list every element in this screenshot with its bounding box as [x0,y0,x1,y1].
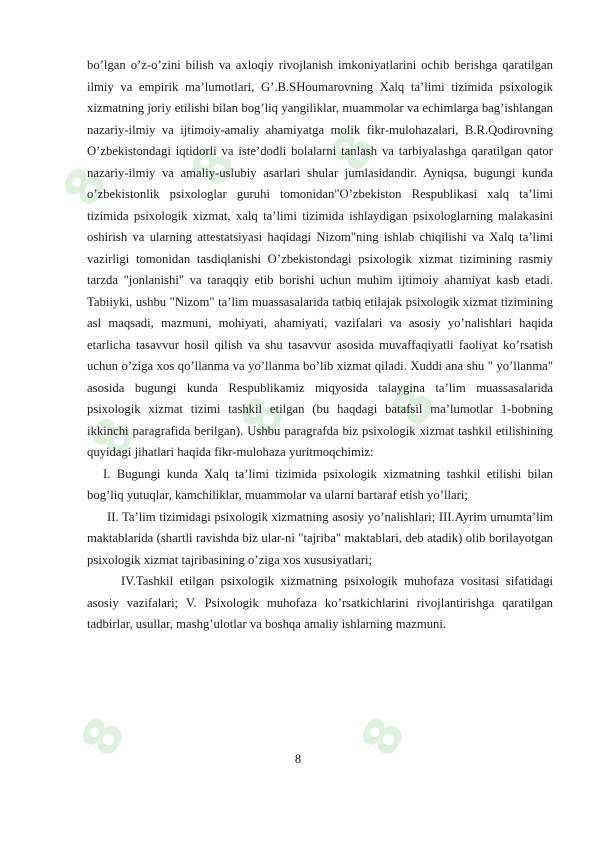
svg-text:8: 8 [51,157,119,216]
page-number: 8 [294,752,302,766]
paragraph-item-1: I. Bugungi kunda Xalq ta’limi tizimida psixologik xizmatning tashkil etilishi bilan bog’liq yutuqlar, kamchiliklar, muammolar va ularni bartaraf etish yo’llari; [87,466,553,502]
svg-text:8: 8 [319,122,387,181]
paragraph-item-2-3: II. Ta’lim tizimidagi psixologik xizmatning asosiy yo’nalishlari; III.Ayrim umumta’lim maktablarida (shartli ravishda biz ular-ni "tajriba" maktablari, deb atadik) olib borilayotgan psixologik xizmat tajribasining o’ziga xos xususiyatlari; [87,509,553,567]
svg-text:8: 8 [229,387,297,446]
svg-text:8: 8 [349,707,417,766]
svg-text:8: 8 [379,377,447,436]
svg-text:8: 8 [69,707,137,766]
paragraph-main: bo’lgan o’z-o’zini bilish va axloqiy rivojlanish imkoniyatlarini ochib berishga qaratilgan ilmiy va empirik ma’lumotlari, G’.B.SHoumarovning Xalq ta’limi tizimida psixologik xizmatning joriy etilishi bilan bog’liq yangiliklar, muammolar va echimlarga bag’ishlangan nazariy-ilmiy va ijtimoiy-amaliy ahamiyatga molik fikr-mulohazalari, B.R.Qodirovning O’zbekistondagi iqtidorli va iste’dodli bolalarni tanlash va tarbiyalashga qaratilgan qator nazariy-ilmiy va amaliy-uslubiy asarlari shular jumlasidandir. Ayniqsa, bugungi kunda o’zbekistonlik psixologlar guruhi tomonidan"O’zbekiston Respublikasi xalq ta’limi tizimida psixologik xizmat, xalq ta’limi tizimida ishlaydigan psixologlarning malakasini oshirish va ularning attestatsiyasi haqidagi Nizom"ning ishlab chiqilishi va Xalq ta’limi vazirligi tomonidan tasdiqlanishi O’zbekistondagi psixologik xizmat tizimining rasmiy tarzda "jonlanishi" va taraqqiy etib borishi uchun muhim ijtimoiy ahamiyat kasb etadi. Tabiiyki, ushbu "Nizom" ta’lim muassasalarida tatbiq etilajak psixologik xizmat tizimining asl maqsadi, mazmuni, mohiyati, ahamiyati, vazifalari va asosiy yo’nalishlari haqida etarlicha tasavvur hosil qilish va shu tasavvur asosida muvaffaqiyatli faoliyat ko’rsatish uchun o’ziga xos qo’llanma va yo’llanma bo’lib xizmat qiladi. Xuddi ana shu " yo’llanma" asosida bugungi kunda Respublikamiz miqyosida talaygina ta’lim muassasalarida psixologik xizmat tizimi tashkil etilgan (bu haqdagi batafsil ma’lumotlar 1-bobning ikkinchi paragrafida berilgan). Ushbu paragrafda biz psixologik xizmat tashkil etilishining quyidagi jihatlari haqida fikr-mulohaza yuritmoqchimiz: [87,58,553,459]
paragraph-item-4-5: IV.Tashkil etilgan psixologik xizmatning psixologik muhofaza vositasi sifatidagi asosiy vazifalari; V. Psixologik muhofaza ko’rsatkichlarini rivojlantirishga qaratilgan tadbirlar, usullar, mashg’ulotlar va boshqa amaliy ishlarning mazmuni. [87,574,553,631]
body-text [87,55,553,636]
svg-text:8: 8 [179,137,247,196]
svg-text:8: 8 [79,407,147,466]
